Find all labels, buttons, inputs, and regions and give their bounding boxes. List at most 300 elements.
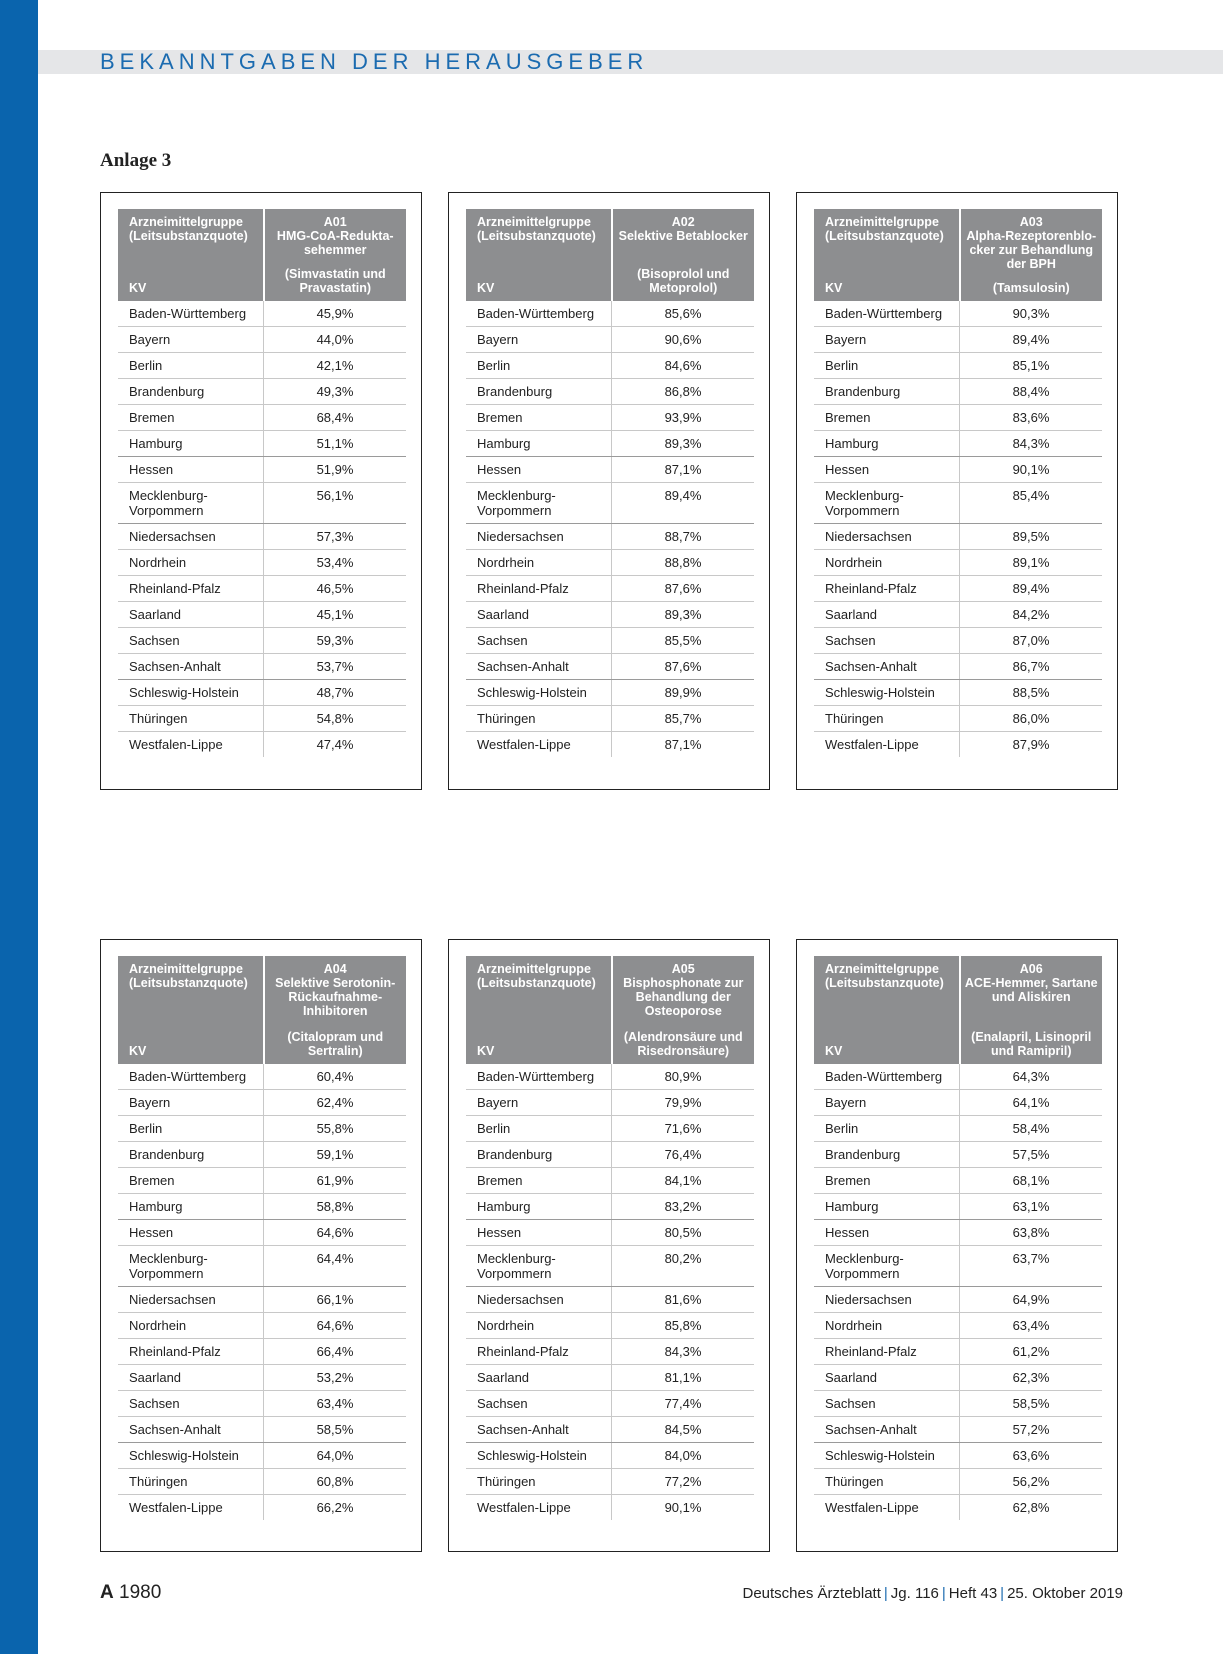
quota-value: 68,4% — [264, 405, 406, 431]
kv-region: Sachsen-Anhalt — [466, 1417, 612, 1443]
journal-date: 25. Oktober 2019 — [1007, 1585, 1123, 1602]
table-row — [466, 1194, 754, 1220]
kv-region: Rheinland-Pfalz — [814, 576, 960, 602]
data-table — [466, 209, 754, 757]
table-row — [814, 327, 1102, 353]
page-number-value: 1980 — [119, 1582, 162, 1603]
kv-region: Schleswig-Holstein — [118, 1443, 264, 1469]
quota-value: 77,4% — [612, 1391, 754, 1417]
journal-name: Deutsches Ärzteblatt — [742, 1585, 881, 1602]
journal-issue: Heft 43 — [948, 1585, 998, 1602]
kv-region: Mecklenburg-Vorpommern — [118, 1246, 264, 1287]
kv-region: Saarland — [466, 1365, 612, 1391]
quota-value: 71,6% — [612, 1116, 754, 1142]
kv-region: Westfalen-Lippe — [466, 1495, 612, 1521]
kv-region: Saarland — [466, 602, 612, 628]
table-row — [814, 1142, 1102, 1168]
table-row — [466, 1064, 754, 1090]
table-row — [466, 680, 754, 706]
table-row — [814, 431, 1102, 457]
quota-value: 58,5% — [960, 1391, 1102, 1417]
quota-value: 85,4% — [960, 483, 1102, 524]
group-code: A02 — [671, 215, 695, 229]
kv-region: Brandenburg — [814, 379, 960, 405]
kv-region: Westfalen-Lippe — [814, 1495, 960, 1521]
table-row — [118, 1220, 406, 1246]
table-row — [118, 1313, 406, 1339]
table-row — [118, 1417, 406, 1443]
kv-region: Sachsen-Anhalt — [814, 654, 960, 680]
kv-region: Thüringen — [466, 1469, 612, 1495]
kv-region: Bayern — [814, 327, 960, 353]
table-row — [814, 301, 1102, 327]
table-row — [814, 1443, 1102, 1469]
table-row — [118, 550, 406, 576]
quota-value: 64,6% — [264, 1220, 406, 1246]
kv-region: Nordrhein — [814, 1313, 960, 1339]
table-row — [118, 602, 406, 628]
kv-region: Brandenburg — [118, 1142, 264, 1168]
table-row — [814, 353, 1102, 379]
quota-value: 90,6% — [612, 327, 754, 353]
quota-value: 85,6% — [612, 301, 754, 327]
kv-region: Sachsen-Anhalt — [814, 1417, 960, 1443]
quota-value: 84,3% — [960, 431, 1102, 457]
table-row — [814, 1064, 1102, 1090]
kv-region: Hessen — [118, 1220, 264, 1246]
kv-region: Baden-Württemberg — [814, 301, 960, 327]
kv-region: Schleswig-Holstein — [466, 1443, 612, 1469]
separator: | — [883, 1585, 888, 1602]
column-header-quota — [264, 209, 406, 301]
quota-value: 84,1% — [612, 1168, 754, 1194]
table-row — [118, 1287, 406, 1313]
column-header-kv — [466, 956, 612, 1064]
quota-value: 64,0% — [264, 1443, 406, 1469]
section-header-title: BEKANNTGABEN DER HERAUSGEBER — [100, 49, 649, 74]
quota-value: 85,7% — [612, 706, 754, 732]
table-box-a06 — [796, 939, 1118, 1552]
table-row — [466, 431, 754, 457]
quota-value: 49,3% — [264, 379, 406, 405]
header-group-label: Arzneimittelgruppe (Leitsubstanzquote) — [477, 215, 596, 243]
kv-region: Bayern — [118, 327, 264, 353]
kv-region: Baden-Württemberg — [814, 1064, 960, 1090]
quota-value: 87,1% — [612, 457, 754, 483]
quota-value: 76,4% — [612, 1142, 754, 1168]
quota-value: 59,3% — [264, 628, 406, 654]
header-kv-label: KV — [129, 281, 147, 295]
kv-region: Bremen — [118, 405, 264, 431]
quota-value: 84,3% — [612, 1339, 754, 1365]
kv-region: Berlin — [118, 1116, 264, 1142]
quota-value: 87,6% — [612, 576, 754, 602]
header-kv-label: KV — [825, 1044, 843, 1058]
table-row — [466, 405, 754, 431]
kv-region: Nordrhein — [118, 1313, 264, 1339]
group-name: Bisphosphonate zur Behandlung der Osteoporose — [623, 976, 744, 1018]
kv-region: Berlin — [118, 353, 264, 379]
kv-region: Mecklenburg-Vorpommern — [466, 1246, 612, 1287]
kv-region: Bremen — [466, 405, 612, 431]
quota-value: 86,8% — [612, 379, 754, 405]
kv-region: Thüringen — [466, 706, 612, 732]
kv-region: Niedersachsen — [466, 1287, 612, 1313]
kv-region: Rheinland-Pfalz — [814, 1339, 960, 1365]
quota-value: 56,1% — [264, 483, 406, 524]
kv-region: Saarland — [118, 1365, 264, 1391]
kv-region: Mecklenburg-Vorpommern — [118, 483, 264, 524]
header-kv-label: KV — [477, 281, 495, 295]
kv-region: Brandenburg — [814, 1142, 960, 1168]
kv-region: Hessen — [814, 457, 960, 483]
table-row — [814, 483, 1102, 524]
table-row — [814, 1417, 1102, 1443]
table-row — [466, 576, 754, 602]
quota-value: 64,4% — [264, 1246, 406, 1287]
table-row — [466, 1168, 754, 1194]
quota-value: 45,9% — [264, 301, 406, 327]
quota-value: 84,6% — [612, 353, 754, 379]
kv-region: Niedersachsen — [466, 524, 612, 550]
quota-value: 51,9% — [264, 457, 406, 483]
kv-region: Westfalen-Lippe — [118, 1495, 264, 1521]
table-box-a04 — [100, 939, 422, 1552]
column-header-kv — [118, 209, 264, 301]
quota-value: 61,2% — [960, 1339, 1102, 1365]
quota-value: 89,4% — [612, 483, 754, 524]
kv-region: Saarland — [118, 602, 264, 628]
header-kv-label: KV — [825, 281, 843, 295]
table-row — [466, 301, 754, 327]
table-row — [466, 1090, 754, 1116]
group-code: A04 — [323, 962, 347, 976]
kv-region: Bremen — [814, 405, 960, 431]
kv-region: Niedersachsen — [118, 1287, 264, 1313]
kv-region: Brandenburg — [466, 379, 612, 405]
kv-region: Mecklenburg-Vorpommern — [814, 483, 960, 524]
quota-value: 90,1% — [960, 457, 1102, 483]
group-code: A06 — [1019, 962, 1043, 976]
group-name: HMG-CoA-Redukta-sehemmer — [276, 229, 394, 257]
table-row — [118, 483, 406, 524]
table-row — [814, 1116, 1102, 1142]
kv-region: Niedersachsen — [814, 524, 960, 550]
table-row — [466, 1443, 754, 1469]
kv-region: Hamburg — [814, 431, 960, 457]
leitsubstanzen: (Bisoprolol und Metoprolol) — [637, 267, 730, 295]
kv-region: Baden-Württemberg — [466, 1064, 612, 1090]
kv-region: Hamburg — [466, 431, 612, 457]
table-row — [118, 353, 406, 379]
table-row — [466, 483, 754, 524]
kv-region: Westfalen-Lippe — [118, 732, 264, 758]
header-group-label: Arzneimittelgruppe (Leitsubstanzquote) — [477, 962, 596, 990]
header-group-label: Arzneimittelgruppe (Leitsubstanzquote) — [825, 962, 944, 990]
kv-region: Brandenburg — [118, 379, 264, 405]
kv-region: Baden-Württemberg — [118, 301, 264, 327]
kv-region: Hessen — [118, 457, 264, 483]
quota-value: 87,9% — [1012, 737, 1050, 752]
table-row — [814, 680, 1102, 706]
quota-value: 57,2% — [960, 1417, 1102, 1443]
table-row — [814, 1246, 1102, 1287]
quota-value: 66,2% — [316, 1500, 354, 1515]
quota-value: 80,2% — [612, 1246, 754, 1287]
left-accent-bar — [0, 0, 38, 1654]
table-row — [118, 1443, 406, 1469]
column-header-kv — [118, 956, 264, 1064]
table-row — [118, 327, 406, 353]
column-header-quota — [612, 209, 754, 301]
quota-value: 81,1% — [612, 1365, 754, 1391]
quota-value: 85,1% — [960, 353, 1102, 379]
leitsubstanzen: (Citalopram und Sertralin) — [287, 1030, 384, 1058]
column-header-quota — [612, 956, 754, 1064]
quota-value: 60,4% — [264, 1064, 406, 1090]
quota-value: 63,8% — [960, 1220, 1102, 1246]
quota-value: 57,3% — [264, 524, 406, 550]
data-table — [814, 209, 1102, 757]
table-row — [466, 327, 754, 353]
leitsubstanzen: (Alendronsäure und Risedronsäure) — [623, 1030, 743, 1058]
quota-value: 84,0% — [612, 1443, 754, 1469]
table-row — [814, 1194, 1102, 1220]
quota-value: 90,1% — [664, 1500, 702, 1515]
kv-region: Sachsen-Anhalt — [118, 1417, 264, 1443]
quota-value: 56,2% — [960, 1469, 1102, 1495]
table-row — [466, 353, 754, 379]
separator: | — [1000, 1585, 1005, 1602]
table-row — [118, 457, 406, 483]
kv-region: Schleswig-Holstein — [814, 680, 960, 706]
kv-region: Hessen — [814, 1220, 960, 1246]
table-row — [118, 1339, 406, 1365]
quota-value: 83,2% — [612, 1194, 754, 1220]
kv-region: Sachsen — [118, 628, 264, 654]
kv-region: Bremen — [814, 1168, 960, 1194]
table-row — [118, 301, 406, 327]
kv-region: Thüringen — [118, 1469, 264, 1495]
table-row — [814, 550, 1102, 576]
quota-value: 53,4% — [264, 550, 406, 576]
table-row — [814, 732, 1102, 758]
quota-value: 63,6% — [960, 1443, 1102, 1469]
kv-region: Bremen — [118, 1168, 264, 1194]
column-header-kv — [814, 209, 960, 301]
kv-region: Schleswig-Holstein — [466, 680, 612, 706]
column-header-quota — [264, 956, 406, 1064]
kv-region: Niedersachsen — [814, 1287, 960, 1313]
kv-region: Rheinland-Pfalz — [466, 1339, 612, 1365]
quota-value: 55,8% — [264, 1116, 406, 1142]
data-table — [118, 209, 406, 757]
group-code: A01 — [323, 215, 347, 229]
kv-region: Sachsen — [814, 628, 960, 654]
header-group-label: Arzneimittelgruppe (Leitsubstanzquote) — [129, 215, 248, 243]
kv-region: Hessen — [466, 1220, 612, 1246]
table-row — [466, 1365, 754, 1391]
quota-value: 63,7% — [960, 1246, 1102, 1287]
table-row — [466, 1220, 754, 1246]
quota-value: 48,7% — [264, 680, 406, 706]
quota-value: 64,9% — [960, 1287, 1102, 1313]
quota-value: 59,1% — [264, 1142, 406, 1168]
table-row — [814, 576, 1102, 602]
quota-value: 85,5% — [612, 628, 754, 654]
quota-value: 84,5% — [612, 1417, 754, 1443]
header-kv-label: KV — [129, 1044, 147, 1058]
quota-value: 54,8% — [264, 706, 406, 732]
kv-region: Berlin — [466, 353, 612, 379]
group-code: A03 — [1019, 215, 1043, 229]
kv-region: Nordrhein — [466, 550, 612, 576]
kv-region: Thüringen — [814, 1469, 960, 1495]
column-header-quota — [960, 956, 1102, 1064]
column-header-kv — [466, 209, 612, 301]
kv-region: Hamburg — [118, 431, 264, 457]
kv-region: Berlin — [814, 353, 960, 379]
table-row — [118, 1064, 406, 1090]
quota-value: 58,8% — [264, 1194, 406, 1220]
journal-citation — [742, 1585, 1123, 1602]
table-row — [118, 1391, 406, 1417]
quota-value: 53,2% — [264, 1365, 406, 1391]
table-row — [118, 1246, 406, 1287]
group-name: ACE-Hemmer, Sartane und Aliskiren — [964, 976, 1098, 1004]
quota-value: 80,9% — [612, 1064, 754, 1090]
quota-value: 89,9% — [612, 680, 754, 706]
table-box-a01 — [100, 192, 422, 790]
table-row — [466, 1246, 754, 1287]
quota-value: 87,1% — [664, 737, 702, 752]
table-row — [466, 1313, 754, 1339]
kv-region: Sachsen-Anhalt — [466, 654, 612, 680]
quota-value: 80,5% — [612, 1220, 754, 1246]
kv-region: Sachsen-Anhalt — [118, 654, 264, 680]
group-name: Alpha-Rezeptorenblo-cker zur Behandlung der BPH — [966, 229, 1097, 271]
kv-region: Mecklenburg-Vorpommern — [466, 483, 612, 524]
data-table — [118, 956, 406, 1520]
table-row — [814, 1365, 1102, 1391]
table-row — [466, 1287, 754, 1313]
table-row — [466, 524, 754, 550]
quota-value: 85,8% — [612, 1313, 754, 1339]
table-row — [814, 628, 1102, 654]
quota-value: 63,4% — [264, 1391, 406, 1417]
kv-region: Thüringen — [814, 706, 960, 732]
table-row — [118, 1168, 406, 1194]
separator: | — [941, 1585, 946, 1602]
table-row — [118, 1365, 406, 1391]
quota-value: 62,3% — [960, 1365, 1102, 1391]
table-row — [118, 1469, 406, 1495]
table-row — [118, 379, 406, 405]
table-row — [118, 431, 406, 457]
table-row — [814, 1090, 1102, 1116]
table-row — [118, 1116, 406, 1142]
quota-value: 88,8% — [612, 550, 754, 576]
table-row — [118, 405, 406, 431]
quota-value: 64,1% — [960, 1090, 1102, 1116]
kv-region: Bayern — [814, 1090, 960, 1116]
table-row — [466, 379, 754, 405]
quota-value: 63,1% — [960, 1194, 1102, 1220]
quota-value: 77,2% — [612, 1469, 754, 1495]
quota-value: 61,9% — [264, 1168, 406, 1194]
kv-region: Baden-Württemberg — [466, 301, 612, 327]
kv-region: Niedersachsen — [118, 524, 264, 550]
table-row — [118, 1090, 406, 1116]
kv-region: Nordrhein — [466, 1313, 612, 1339]
kv-region: Saarland — [814, 602, 960, 628]
data-table — [814, 956, 1102, 1520]
table-row — [118, 576, 406, 602]
kv-region: Nordrhein — [814, 550, 960, 576]
kv-region: Mecklenburg-Vorpommern — [814, 1246, 960, 1287]
kv-region: Schleswig-Holstein — [118, 680, 264, 706]
table-row — [466, 457, 754, 483]
quota-value: 68,1% — [960, 1168, 1102, 1194]
table-row — [466, 654, 754, 680]
leitsubstanzen: (Tamsulosin) — [992, 281, 1070, 295]
kv-region: Sachsen — [466, 1391, 612, 1417]
table-row — [118, 654, 406, 680]
kv-region: Bayern — [466, 327, 612, 353]
quota-value: 44,0% — [264, 327, 406, 353]
kv-region: Hessen — [466, 457, 612, 483]
quota-value: 89,5% — [960, 524, 1102, 550]
quota-value: 88,4% — [960, 379, 1102, 405]
quota-value: 64,6% — [264, 1313, 406, 1339]
quota-value: 79,9% — [612, 1090, 754, 1116]
leitsubstanzen: (Enalapril, Lisinopril und Ramipril) — [971, 1030, 1092, 1058]
table-row — [118, 1495, 406, 1521]
table-row — [466, 550, 754, 576]
column-header-kv — [814, 956, 960, 1064]
quota-value: 89,3% — [612, 431, 754, 457]
table-row — [466, 628, 754, 654]
quota-value: 58,5% — [264, 1417, 406, 1443]
kv-region: Berlin — [466, 1116, 612, 1142]
group-code: A05 — [671, 962, 695, 976]
table-row — [466, 1142, 754, 1168]
table-row — [814, 1495, 1102, 1521]
quota-value: 87,6% — [612, 654, 754, 680]
kv-region: Nordrhein — [118, 550, 264, 576]
table-row — [118, 680, 406, 706]
table-row — [466, 732, 754, 758]
quota-value: 86,7% — [960, 654, 1102, 680]
kv-region: Westfalen-Lippe — [466, 732, 612, 758]
leitsubstanzen: (Simvastatin und Pravastatin) — [284, 267, 386, 295]
table-row — [118, 732, 406, 758]
quota-value: 53,7% — [264, 654, 406, 680]
data-table — [466, 956, 754, 1520]
kv-region: Thüringen — [118, 706, 264, 732]
quota-value: 51,1% — [264, 431, 406, 457]
kv-region: Hamburg — [466, 1194, 612, 1220]
kv-region: Bremen — [466, 1168, 612, 1194]
quota-value: 88,7% — [612, 524, 754, 550]
quota-value: 86,0% — [960, 706, 1102, 732]
table-row — [814, 602, 1102, 628]
kv-region: Westfalen-Lippe — [814, 732, 960, 758]
kv-region: Hamburg — [118, 1194, 264, 1220]
header-group-label: Arzneimittelgruppe (Leitsubstanzquote) — [129, 962, 248, 990]
kv-region: Rheinland-Pfalz — [466, 576, 612, 602]
kv-region: Sachsen — [814, 1391, 960, 1417]
